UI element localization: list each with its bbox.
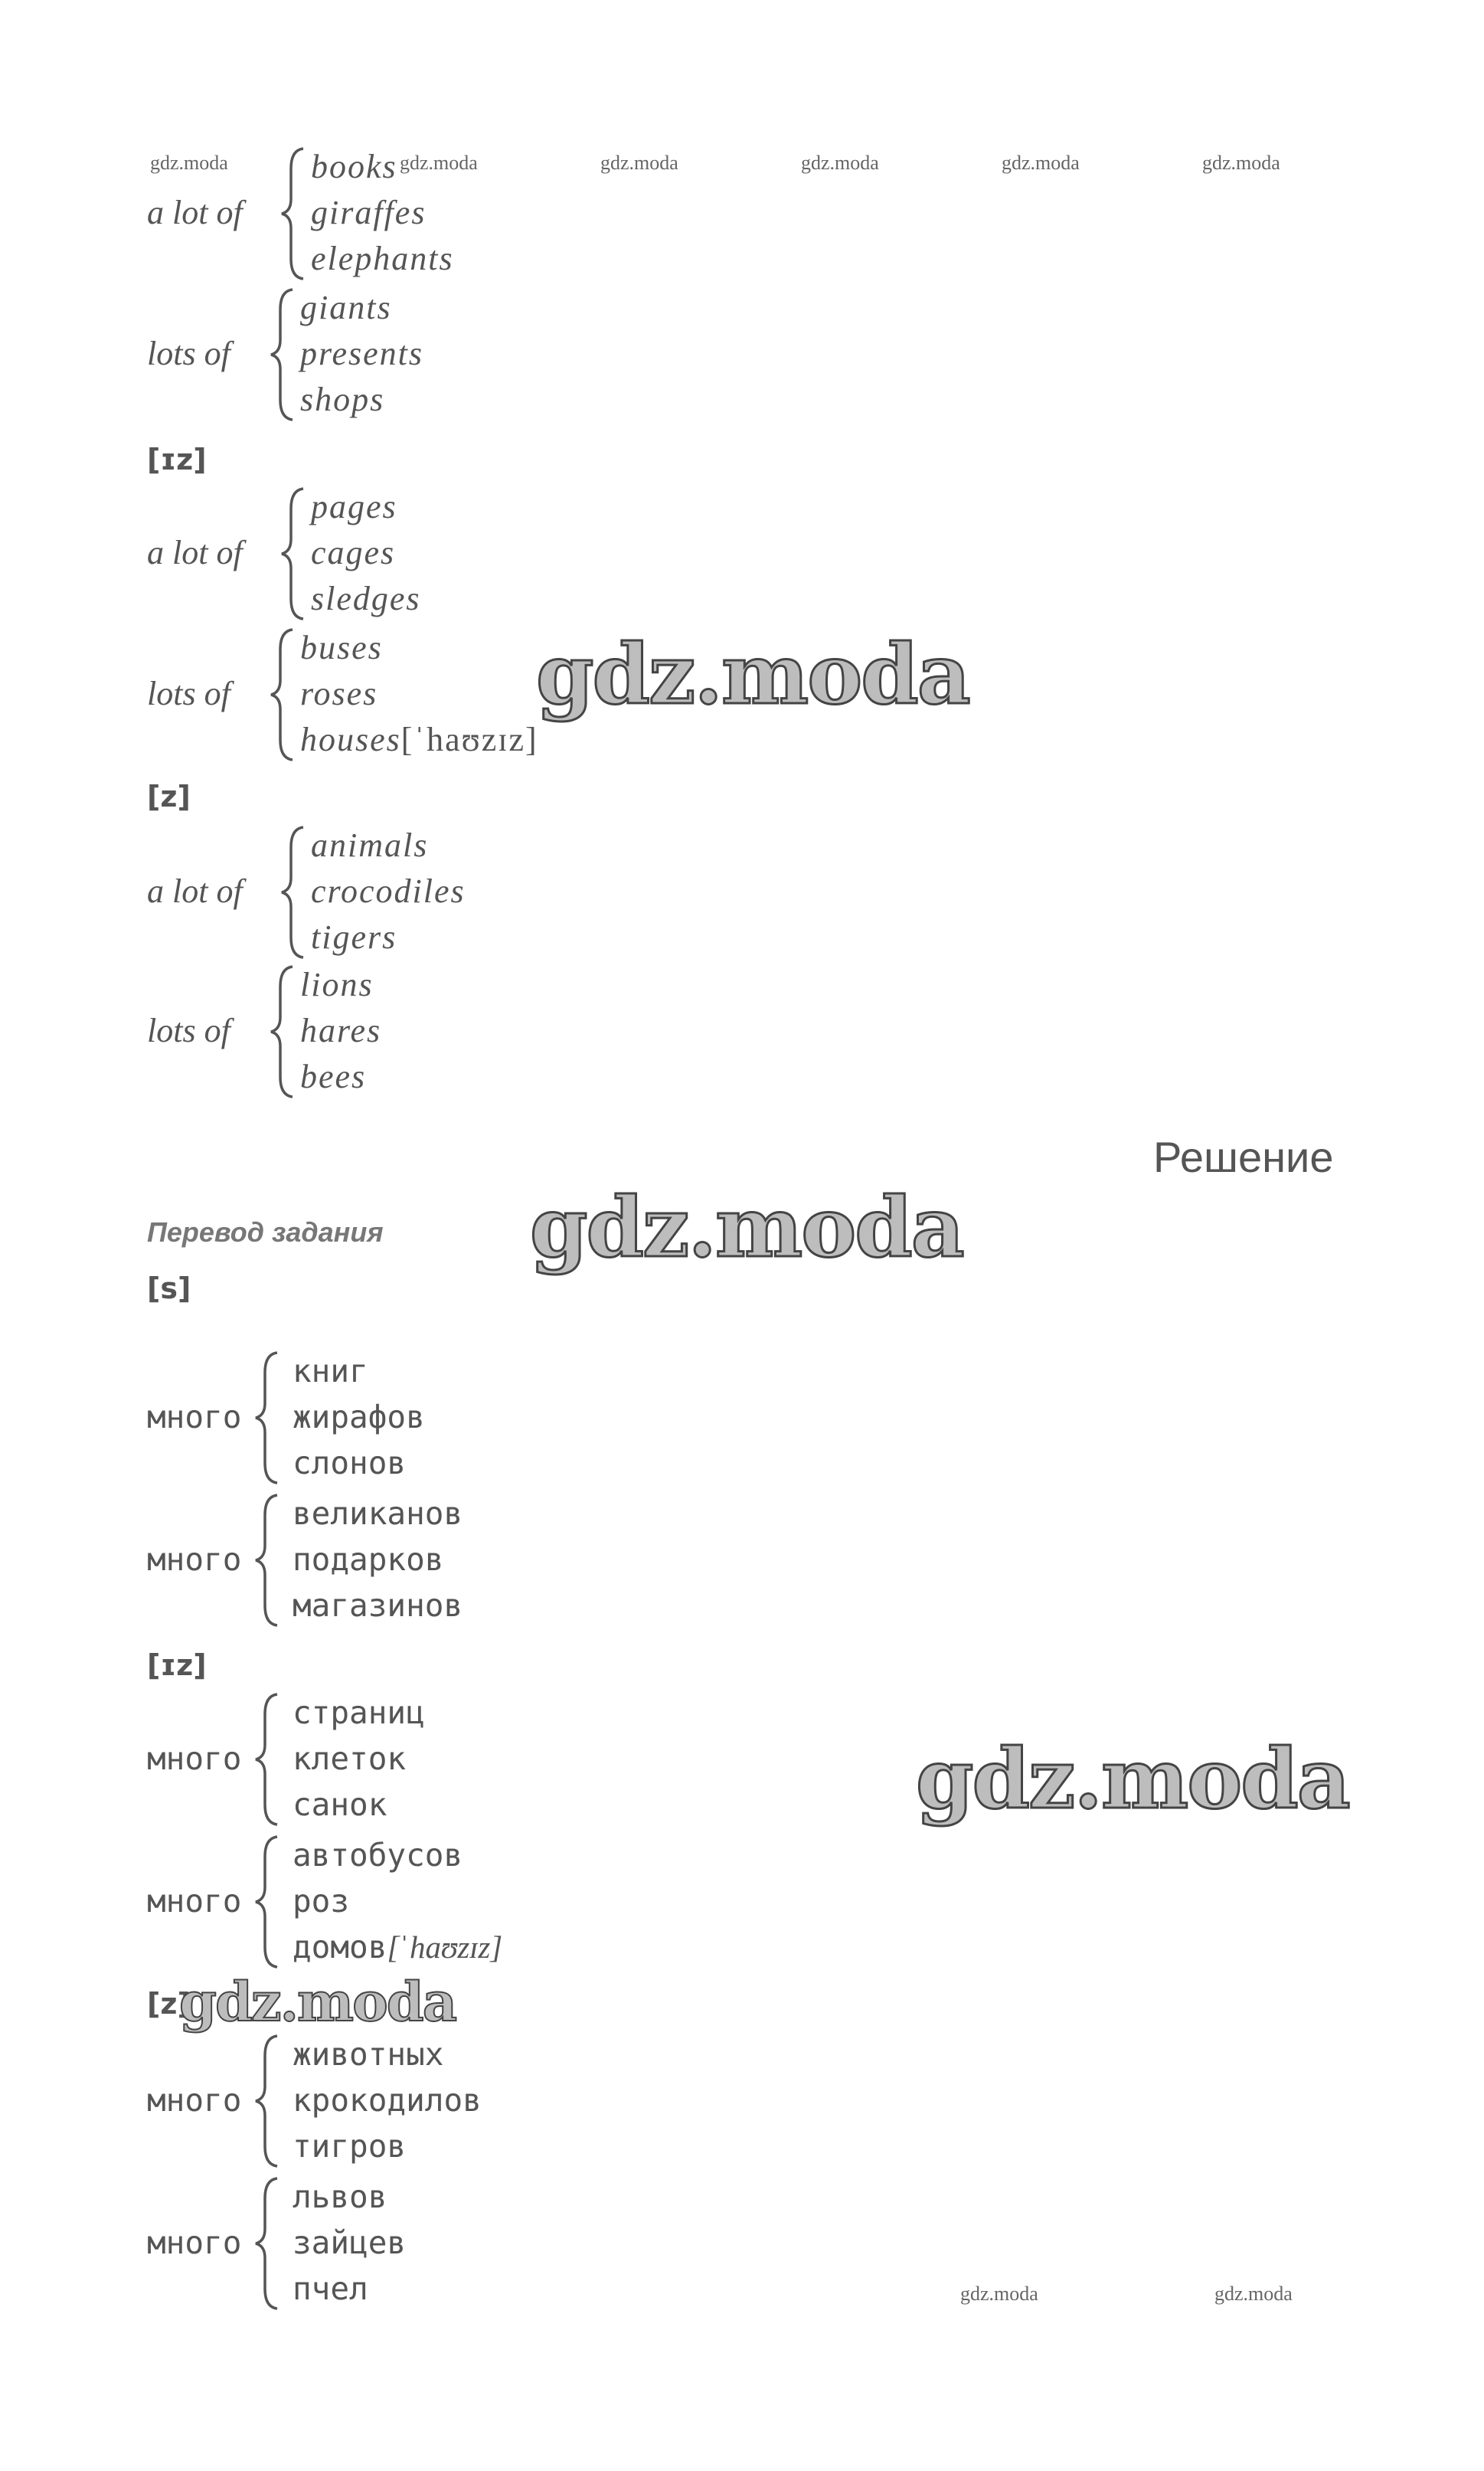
group-item: tigers [311, 918, 397, 956]
curly-brace-icon [253, 1691, 280, 1828]
group-prefix: lots of [147, 1012, 230, 1049]
group-item: великанов [293, 1495, 463, 1532]
group-item: магазинов [293, 1587, 463, 1624]
group-prefix: lots of [147, 675, 230, 712]
group-prefix: a lot of [147, 534, 243, 571]
group-item: cages [311, 534, 396, 571]
group-item: presents [300, 335, 424, 372]
curly-brace-icon [279, 146, 306, 282]
group-item: roses [300, 675, 378, 712]
sound-label-z: [z] [147, 1987, 191, 2021]
group-item: автобусов [293, 1837, 463, 1874]
group-prefix: много [147, 1740, 242, 1777]
group-prefix: много [147, 1883, 242, 1920]
watermark-small: gdz.moda [1202, 152, 1280, 174]
group-item: animals [311, 826, 429, 864]
watermark-small: gdz.moda [600, 152, 678, 174]
group-item: роз [293, 1883, 350, 1920]
group-prefix: a lot of [147, 872, 243, 910]
group-item: buses [300, 629, 383, 666]
watermark-small: gdz.moda [400, 152, 478, 174]
group-item: shops [300, 381, 385, 418]
group-item: giants [300, 289, 392, 326]
watermark-small: gdz.moda [960, 2283, 1038, 2305]
group-item: клеток [293, 1740, 407, 1777]
group-prefix: много [147, 2082, 242, 2119]
curly-brace-icon [253, 1834, 280, 1970]
curly-brace-icon [279, 486, 306, 622]
group-item [293, 1924, 502, 1970]
curly-brace-icon [253, 2033, 280, 2169]
sound-label-iz: [ɪz] [147, 1648, 207, 1682]
group-prefix: много [147, 1541, 242, 1578]
group-item: тигров [293, 2128, 407, 2165]
watermark-small: gdz.moda [1002, 152, 1080, 174]
curly-brace-icon [268, 286, 296, 423]
group-item: львов [293, 2178, 387, 2215]
sound-label-s: [s] [147, 1272, 191, 1305]
group-item: животных [293, 2036, 444, 2073]
sound-label-iz: [ɪz] [147, 443, 207, 476]
curly-brace-icon [268, 964, 296, 1100]
watermark-small: gdz.moda [1214, 2283, 1293, 2305]
watermark-small: gdz.moda [150, 152, 228, 174]
group-item: страниц [293, 1694, 425, 1731]
group-item: жирафов [293, 1399, 425, 1435]
curly-brace-icon [268, 627, 296, 763]
group-item: pages [311, 488, 397, 525]
curly-brace-icon [253, 2175, 280, 2312]
curly-brace-icon [253, 1492, 280, 1628]
group-item: подарков [293, 1541, 444, 1578]
curly-brace-icon [253, 1350, 280, 1486]
curly-brace-icon [279, 824, 306, 961]
group-prefix: много [147, 2224, 242, 2261]
watermark-large: gdz.moda [179, 1970, 456, 2034]
group-item: lions [300, 966, 374, 1003]
group-item: пчел [293, 2270, 368, 2307]
group-item: книг [293, 1353, 368, 1389]
group-item: elephants [311, 240, 454, 277]
group-item: crocodiles [311, 872, 466, 910]
sound-label-z: [z] [147, 780, 191, 813]
group-item: зайцев [293, 2224, 407, 2261]
watermark-large: gdz.moda [530, 1180, 963, 1276]
group-item: крокодилов [293, 2082, 482, 2119]
group-item: hares [300, 1012, 382, 1049]
watermark-small: gdz.moda [801, 152, 879, 174]
phonetic-transcription: [ˈhaʊzɪz] [387, 1929, 503, 1965]
group-item-word: домов [293, 1929, 387, 1965]
group-item: bees [300, 1058, 367, 1095]
watermark-large: gdz.moda [916, 1731, 1349, 1828]
group-item: санок [293, 1786, 387, 1823]
solution-heading: Решение [1153, 1133, 1334, 1181]
group-prefix: lots of [147, 335, 230, 372]
group-item: sledges [311, 580, 421, 617]
group-prefix: много [147, 1399, 242, 1435]
group-item: giraffes [311, 194, 427, 231]
group-item-word: houses [300, 721, 401, 758]
phonetic-transcription: [ˈhaʊzɪz] [400, 721, 538, 758]
watermark-large: gdz.moda [536, 627, 969, 723]
group-item: books [311, 148, 397, 185]
group-item [300, 717, 538, 763]
group-prefix: a lot of [147, 194, 243, 231]
task-translation-title: Перевод задания [147, 1216, 384, 1248]
group-item: слонов [293, 1445, 407, 1481]
